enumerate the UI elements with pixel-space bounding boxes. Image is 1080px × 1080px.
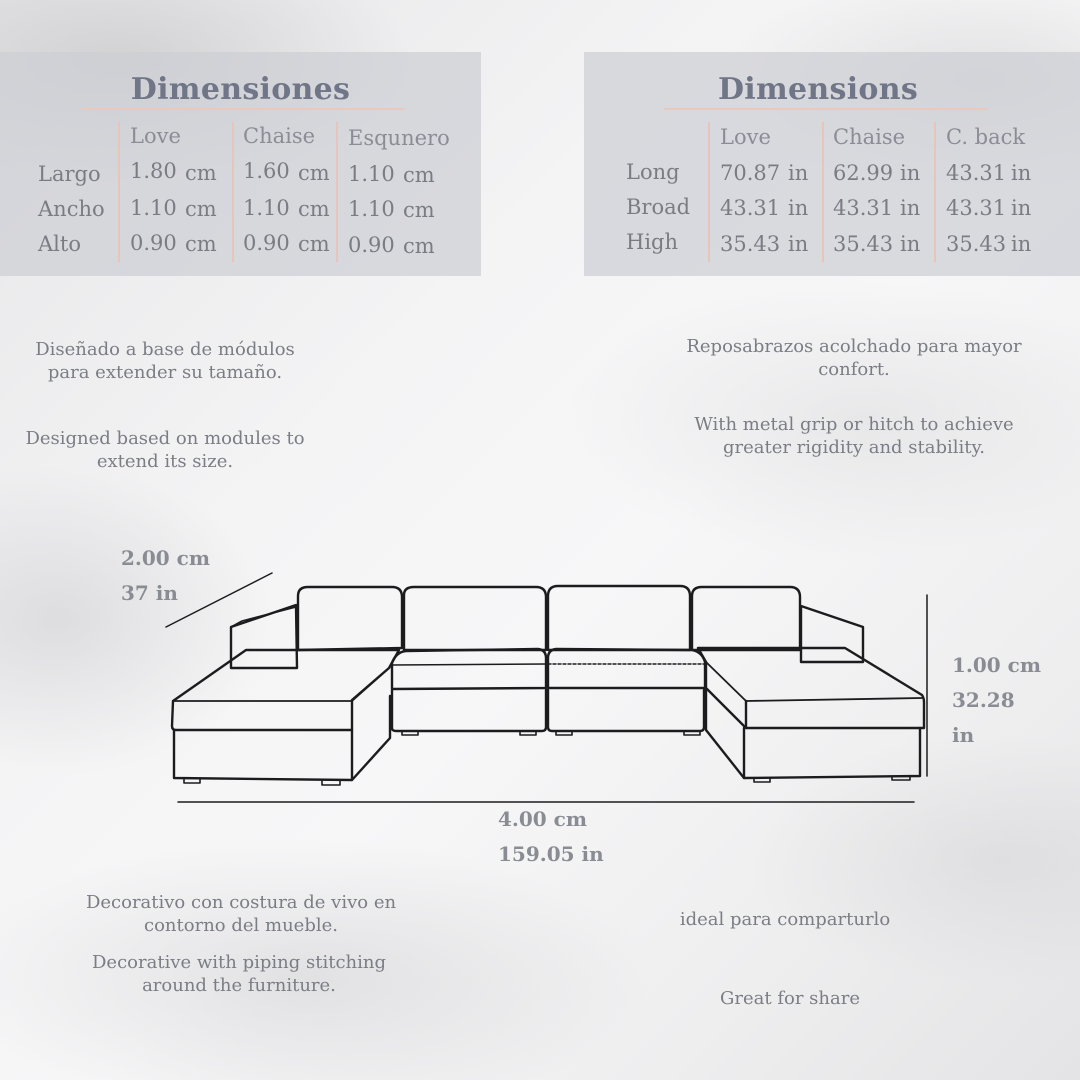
share-text-es: ideal para comparturlo xyxy=(679,909,891,930)
text-line: greater rigidity and stability. xyxy=(722,437,986,458)
back-cushion xyxy=(298,587,402,650)
height-in: 32.28 xyxy=(952,688,1015,712)
value-cell: 43.31 xyxy=(720,196,781,220)
value-cell: 35.43 xyxy=(720,232,781,256)
value-cell: 1.10 xyxy=(348,197,395,221)
seat-base xyxy=(548,690,704,731)
depth-in: 37 in xyxy=(121,581,178,605)
left-armrest xyxy=(231,605,297,668)
english-table-title: Dimensions xyxy=(717,72,919,107)
height-in-unit: in xyxy=(952,723,975,747)
text-line: around the furniture. xyxy=(142,975,336,996)
value-cell: 62.99 xyxy=(833,161,894,185)
row-label-alto: Alto xyxy=(38,232,81,256)
share-text-en: Great for share xyxy=(720,988,860,1009)
value-cell: 43.31 xyxy=(946,161,1007,185)
text-line: contorno del mueble. xyxy=(144,915,338,936)
unit-cell: in xyxy=(1011,161,1032,185)
unit-cell: cm xyxy=(185,232,217,256)
right-chaise-base xyxy=(706,690,920,778)
unit-cell: in xyxy=(788,161,809,185)
unit-cell: in xyxy=(900,232,921,256)
text-line: Decorative with piping stitching xyxy=(92,952,386,973)
column-header-cback: C. back xyxy=(946,125,1026,149)
unit-cell: in xyxy=(788,196,809,220)
spanish-table-title: Dimensiones xyxy=(130,72,351,107)
width-cm: 4.00 cm xyxy=(498,807,588,831)
value-cell: 43.31 xyxy=(946,196,1007,220)
unit-cell: cm xyxy=(403,198,435,222)
row-label-long: Long xyxy=(626,160,680,184)
column-header-esquinero: Esqunero xyxy=(348,126,450,150)
unit-cell: cm xyxy=(298,232,330,256)
value-cell: 0.90 xyxy=(243,231,290,255)
text-line: Designed based on modules to xyxy=(25,428,305,449)
depth-cm: 2.00 cm xyxy=(121,546,211,570)
value-cell: 1.10 xyxy=(348,162,395,186)
seat-base xyxy=(392,690,546,731)
unit-cell: cm xyxy=(185,197,217,221)
text-line: With metal grip or hitch to achieve xyxy=(694,414,1014,435)
width-in: 159.05 in xyxy=(498,842,604,866)
back-cushion xyxy=(692,587,800,650)
value-cell: 70.87 xyxy=(720,161,781,185)
unit-cell: cm xyxy=(403,163,435,187)
value-cell: 1.60 xyxy=(243,159,290,183)
unit-cell: cm xyxy=(403,234,435,258)
height-cm: 1.00 cm xyxy=(952,653,1042,677)
value-cell: 35.43 xyxy=(833,232,894,256)
seat-cushion xyxy=(392,649,546,689)
unit-cell: in xyxy=(788,232,809,256)
value-cell: 0.90 xyxy=(348,233,395,257)
unit-cell: in xyxy=(1011,196,1032,220)
text-line: para extender su tamaño. xyxy=(47,362,283,383)
back-cushion xyxy=(404,587,546,650)
value-cell: 35.43 xyxy=(946,232,1007,256)
row-label-high: High xyxy=(626,230,678,254)
text-line: confort. xyxy=(818,359,890,380)
value-cell: 1.10 xyxy=(243,196,290,220)
column-header-chaise: Chaise xyxy=(833,125,906,149)
unit-cell: cm xyxy=(298,161,330,185)
left-chaise-base xyxy=(174,696,390,780)
unit-cell: in xyxy=(1011,232,1032,256)
text-line: Decorativo con costura de vivo en xyxy=(85,892,397,913)
column-header-love: Love xyxy=(130,124,181,148)
unit-cell: cm xyxy=(298,197,330,221)
text-line: extend its size. xyxy=(96,451,234,472)
column-header-love: Love xyxy=(720,125,771,149)
value-cell: 1.10 xyxy=(130,196,177,220)
back-cushion xyxy=(548,586,690,650)
text-line: Diseñado a base de módulos xyxy=(35,339,295,360)
text-line: Reposabrazos acolchado para mayor xyxy=(686,336,1022,357)
row-label-largo: Largo xyxy=(38,162,101,186)
value-cell: 0.90 xyxy=(130,231,177,255)
value-cell: 43.31 xyxy=(833,196,894,220)
unit-cell: cm xyxy=(185,161,217,185)
column-header-chaise: Chaise xyxy=(243,124,316,148)
row-label-ancho: Ancho xyxy=(38,197,105,221)
value-cell: 1.80 xyxy=(130,159,177,183)
row-label-broad: Broad xyxy=(626,195,691,219)
unit-cell: in xyxy=(900,196,921,220)
unit-cell: in xyxy=(900,161,921,185)
seat-cushion xyxy=(548,649,705,688)
